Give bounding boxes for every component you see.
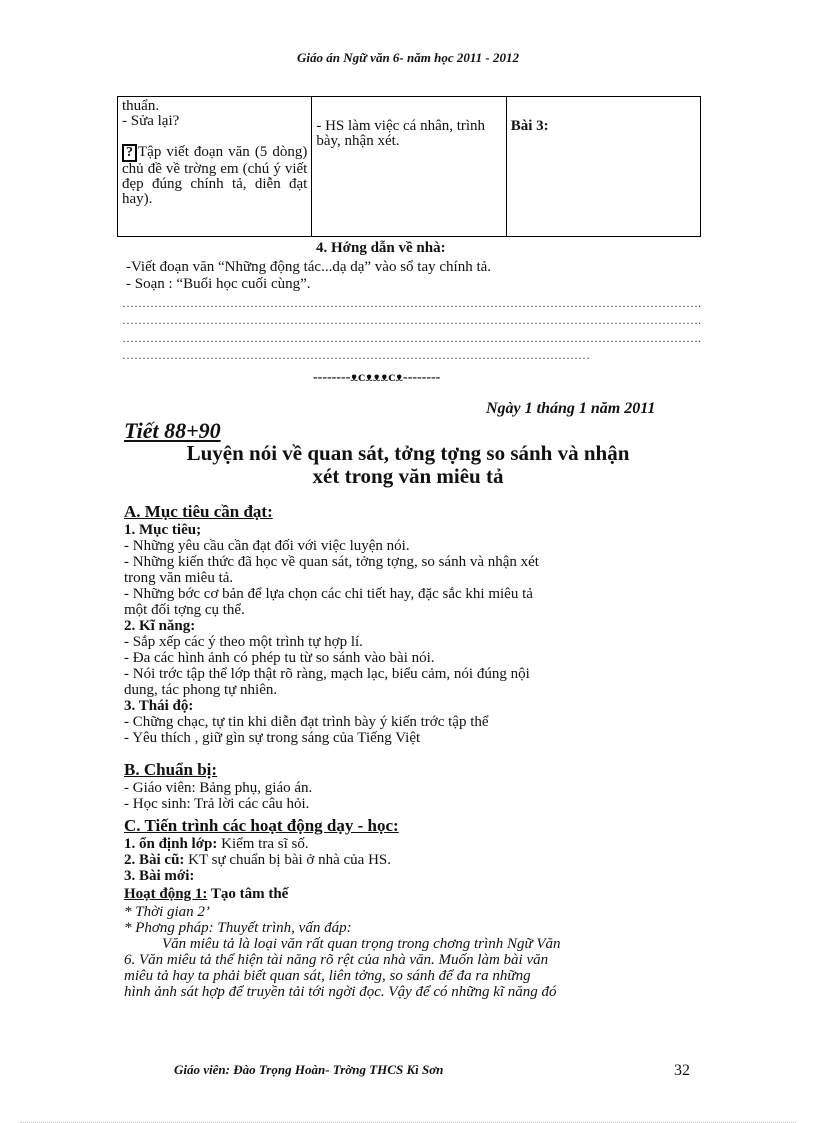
homework-line: -Viết đoạn văn “Những động tác...dạ dạ” vào sổ tay chính tả. [126, 259, 492, 275]
section-b [124, 760, 692, 812]
lesson-date: Ngày 1 tháng 1 năm 2011 [486, 400, 656, 417]
step-text: Kiểm tra sĩ số. [217, 836, 309, 852]
step-label: 2. Bài cũ: [124, 852, 185, 868]
paragraph-line: trong văn miêu tả. [124, 570, 234, 586]
title-line: xét trong văn miêu tả [312, 464, 504, 488]
table-cell-student: - HS làm việc cá nhân, trình bày, nhận xét. [312, 97, 506, 237]
paragraph-line: - Chững chạc, tự tin khi diễn đạt trình bày ý kiến trớc tập thể [124, 714, 489, 730]
activity-text: Tạo tâm thế [207, 886, 289, 902]
paragraph-line: - Những bớc cơ bản để lựa chọn các chi tiết hay, đặc sắc khi miêu tả [124, 586, 533, 602]
table-cell-teacher [118, 97, 312, 237]
paragraph-line: - Những kiến thức đã học về quan sát, tởng tợng, so sánh và nhận xét [124, 554, 539, 570]
section-c [124, 816, 694, 1000]
paragraph-line: - Sắp xếp các ý theo một trình tự hợp lí. [124, 634, 363, 650]
dotted-line: ……………………………………………………………………………………………………… [122, 348, 590, 362]
section-c-title: C. Tiến trình các hoạt động dạy - học: [124, 816, 399, 835]
section-b-title: B. Chuẩn bị: [124, 760, 218, 779]
step-label: 3. Bài mới: [124, 868, 195, 884]
paragraph-line: - Yêu thích , giữ gìn sự trong sáng của Tiếng Việt [124, 730, 421, 746]
lesson-title [0, 442, 816, 488]
section-a-title: A. Mục tiêu cần đạt: [124, 502, 273, 521]
footer-teacher: Giáo viên: Đào Trọng Hoàn- Trờng THCS Kì Sơn [174, 1062, 444, 1077]
paragraph-line: Văn miêu tả là loại văn rất quan trọng trong chơng trình Ngữ Văn [162, 936, 561, 952]
dotted-line: ………………………………………………………………………………………………………………………………. [122, 296, 701, 310]
dotted-line: ………………………………………………………………………………………………………………………………. [122, 331, 701, 345]
writing-task [122, 144, 307, 207]
dotted-line: ………………………………………………………………………………………………………………………………. [122, 313, 701, 327]
paragraph-line: 6. Văn miêu tả thể hiện tài năng rõ rệt của nhà văn. Muốn làm bài văn [124, 952, 549, 968]
ornament-divider: --------ᴥᴄᴥᴥᴥᴄᴥ-------- [313, 370, 441, 385]
subheading: 1. Mục tiêu; [124, 522, 202, 538]
homework-title: 4. Hớng dẫn về nhà: [316, 240, 446, 256]
paragraph-line: - Đa các hình ảnh có phép tu từ so sánh vào bài nói. [124, 650, 435, 666]
subheading: 2. Kĩ năng: [124, 618, 196, 634]
paragraph-line: một đối tợng cụ thể. [124, 602, 245, 618]
page-number: 32 [674, 1062, 690, 1079]
paragraph-line: - Học sinh: Trả lời các câu hỏi. [124, 796, 310, 812]
time-note: * Thời gian 2’ [124, 904, 210, 920]
method-note: * Phơng pháp: Thuyết trình, vấn đáp: [124, 920, 352, 936]
lesson-number: Tiết 88+90 [124, 418, 221, 443]
paragraph-line: - Những yêu cầu cần đạt đối với việc luyện nói. [124, 538, 410, 554]
section-a [124, 502, 692, 746]
activity-label: Hoạt động 1: [124, 886, 208, 902]
paragraph-line: - Nói trớc tập thể lớp thật rõ ràng, mạch lạc, biểu cảm, nói đúng nội [124, 666, 530, 682]
homework-line: - Soạn : “Buổi học cuối cùng”. [126, 276, 311, 292]
question-icon: ? [122, 144, 137, 162]
table-cell-note: Bài 3: [506, 97, 700, 237]
title-line: Luyện nói về quan sát, tởng tợng so sánh và nhận [186, 441, 630, 465]
step-label: 1. ổn định lớp: [124, 836, 218, 852]
paragraph-line: - Giáo viên: Bảng phụ, giáo án. [124, 780, 313, 796]
cell-text: - Sửa lại? [122, 113, 180, 129]
activity-table [117, 96, 701, 237]
task-text: Tập viết đoạn văn (5 dòng) chủ đề về trờng em (chú ý viết đẹp đúng chính tả, diễn đạt hay). [122, 144, 308, 207]
paragraph-line: miêu tả hay ta phải biết quan sát, liên tởng, so sánh để đa ra những [124, 968, 531, 984]
paragraph-line: dung, tác phong tự nhiên. [124, 682, 278, 698]
page-header: Giáo án Ngữ văn 6- năm học 2011 - 2012 [297, 50, 519, 65]
paragraph-line: hình ảnh sát hợp để truyền tải tới ngời đọc. Vậy để có những kĩ năng đó [124, 984, 557, 1000]
step-text: KT sự chuẩn bị bài ở nhà của HS. [184, 852, 392, 868]
cell-text: thuẩn. [122, 98, 160, 114]
subheading: 3. Thái độ: [124, 698, 194, 714]
